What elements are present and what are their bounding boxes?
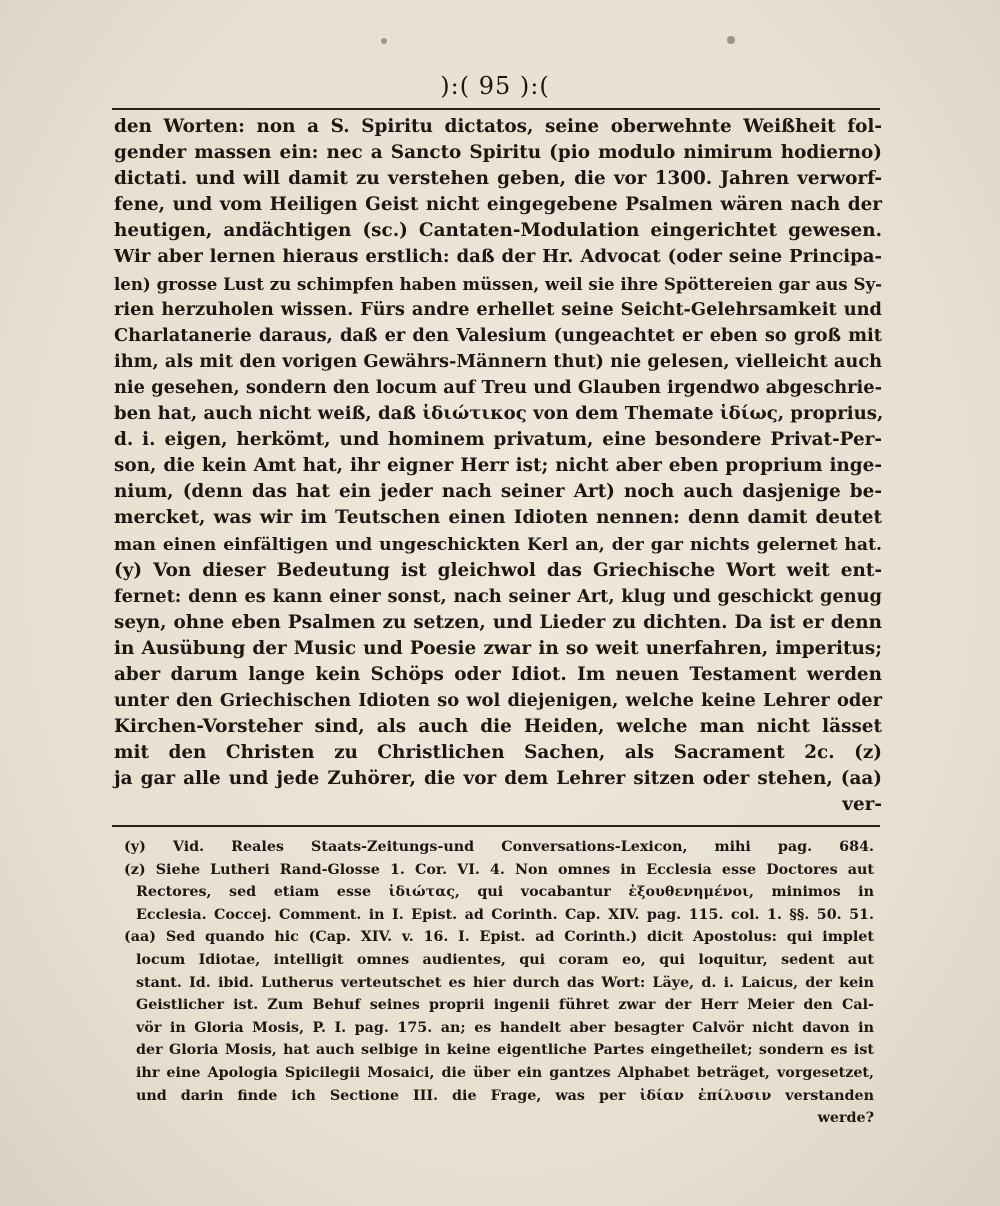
text-line: fene, und vom Heiligen Geist nicht eingegebene Psalmen wären nach der [114,194,882,216]
text-line: in Ausübung der Music und Poesie zwar in so weit unerfahren, imperitus; [114,637,882,659]
footnote-line: ihr eine Apologia Spicilegii Mosaici, die über ein gantzes Alphabet beträget, vorgesetzet, [136,1064,874,1081]
footnote-line: (y) Vid. Reales Staats-Zeitungs-und Conversations-Lexicon, mihi pag. 684. [124,839,874,855]
header-rule [112,108,880,110]
text-line: den Worten: non a S. Spiritu dictatos, seine oberwehnte Weißheit fol- [114,116,882,137]
text-line: dictati. und will damit zu verstehen geben, die vor 1300. Jahren verworf- [114,168,882,190]
text-line: ja gar alle und jede Zuhörer, die vor dem Lehrer sitzen oder stehen, (aa) [114,768,882,790]
text-line: Kirchen-Vorsteher sind, als auch die Heiden, welche man nicht lässet [114,716,882,738]
footnote-line: und darin finde ich Sectione III. die Frage, was per ἰδίαν ἐπίλυσιν verstanden [136,1087,874,1104]
text-line: ihm, als mit den vorigen Gewährs-Männern thut) nie gelesen, vielleicht auch [114,350,883,372]
footnotes-block [124,836,874,1130]
footnote-line: Ecclesia. Coccej. Comment. in I. Epist. ad Corinth. Cap. XIV. pag. 115. col. 1. §§. 50. 51. [136,906,874,923]
text-line: man einen einfältigen und ungeschickten Kerl an, der gar nichts gelernet hat. [114,534,882,555]
text-line: ben hat, auch nicht weiß, daß ἰδιώτικος von dem Themate ἰδίως, proprius, [114,403,884,425]
text-line: Wir aber lernen hieraus erstlich: daß der Hr. Advocat (oder seine Principa- [114,246,882,268]
text-line: son, die kein Amt hat, ihr eigner Herr ist; nicht aber eben proprium inge- [114,455,882,477]
text-line: d. i. eigen, herkömt, und hominem privatum, eine besondere Privat-Per- [114,429,882,451]
footnote-line: Geistlicher ist. Zum Behuf seines proprii ingenii führet zwar der Herr Meier den Cal- [136,997,874,1014]
text-line: fernet: denn es kann einer sonst, nach seiner Art, klug und geschickt genug [114,585,882,607]
text-line: mit den Christen zu Christlichen Sachen, als Sacrament 2c. (z) [114,742,882,764]
text-line: seyn, ohne eben Psalmen zu setzen, und Lieder zu dichten. Da ist er denn [114,611,882,633]
text-line: Charlatanerie daraus, daß er den Valesium (ungeachtet er eben so groß mit [114,324,882,346]
text-line: (y) Von dieser Bedeutung ist gleichwol das Griechische Wort weit ent- [114,559,882,581]
text-line: nie gesehen, sondern den locum auf Treu und Glauben irgendwo abgeschrie- [114,376,882,398]
footnote-line: locum Idiotae, intelligit omnes audientes, qui coram eo, qui loquitur, sedent aut [136,951,874,968]
footnote-rule [112,825,880,827]
footnote-line: (z) Siehe Lutheri Rand-Glosse 1. Cor. VI. 4. Non omnes in Ecclesia esse Doctores aut [124,861,874,878]
page-number: ):( 95 ):( [440,72,550,100]
footnote-line: der Gloria Mosis, hat auch selbige in keine eigentliche Partes eingetheilet; sondern es ist [136,1042,874,1059]
text-line: mercket, was wir im Teutschen einen Idioten nennen: denn damit deutet [114,507,882,529]
text-line: nium, (denn das hat ein jeder nach seiner Art) noch auch dasjenige be- [114,481,882,503]
text-line: rien herzuholen wissen. Fürs andre erhellet seine Seicht-Gelehrsamkeit und [114,298,882,320]
text-line: len) grosse Lust zu schimpfen haben müssen, weil sie ihre Spöttereien gar aus Sy- [114,273,882,294]
footnote-line: (aa) Sed quando hic (Cap. XIV. v. 16. I. Epist. ad Corinth.) dicit Apostolus: qui implet [124,929,874,946]
main-text-block [114,114,882,819]
text-line: gender massen ein: nec a Sancto Spiritu (pio modulo nimirum hodierno) [114,142,882,164]
footnote-end: werde? [817,1110,874,1127]
footnote-line: Rectores, sed etiam esse ἰδιώτας, qui vocabantur ἐξουθενημένοι, minimos in [136,884,874,901]
ink-speck [381,38,387,44]
text-line: unter den Griechischen Idioten so wol diejenigen, welche keine Lehrer oder [114,690,882,712]
text-line: aber darum lange kein Schöps oder Idiot. Im neuen Testament werden [114,663,882,685]
footnote-line: stant. Id. ibid. Lutherus verteutschet es hier durch das Wort: Läye, d. i. Laicus, der kein [136,974,874,991]
catchword: ver- [842,794,882,816]
footnote-line: vör in Gloria Mosis, P. I. pag. 175. an; es handelt aber besagter Calvör nicht davon in [136,1019,874,1036]
ink-speck [727,36,735,44]
text-line: heutigen, andächtigen (sc.) Cantaten-Modulation eingerichtet gewesen. [114,220,882,242]
